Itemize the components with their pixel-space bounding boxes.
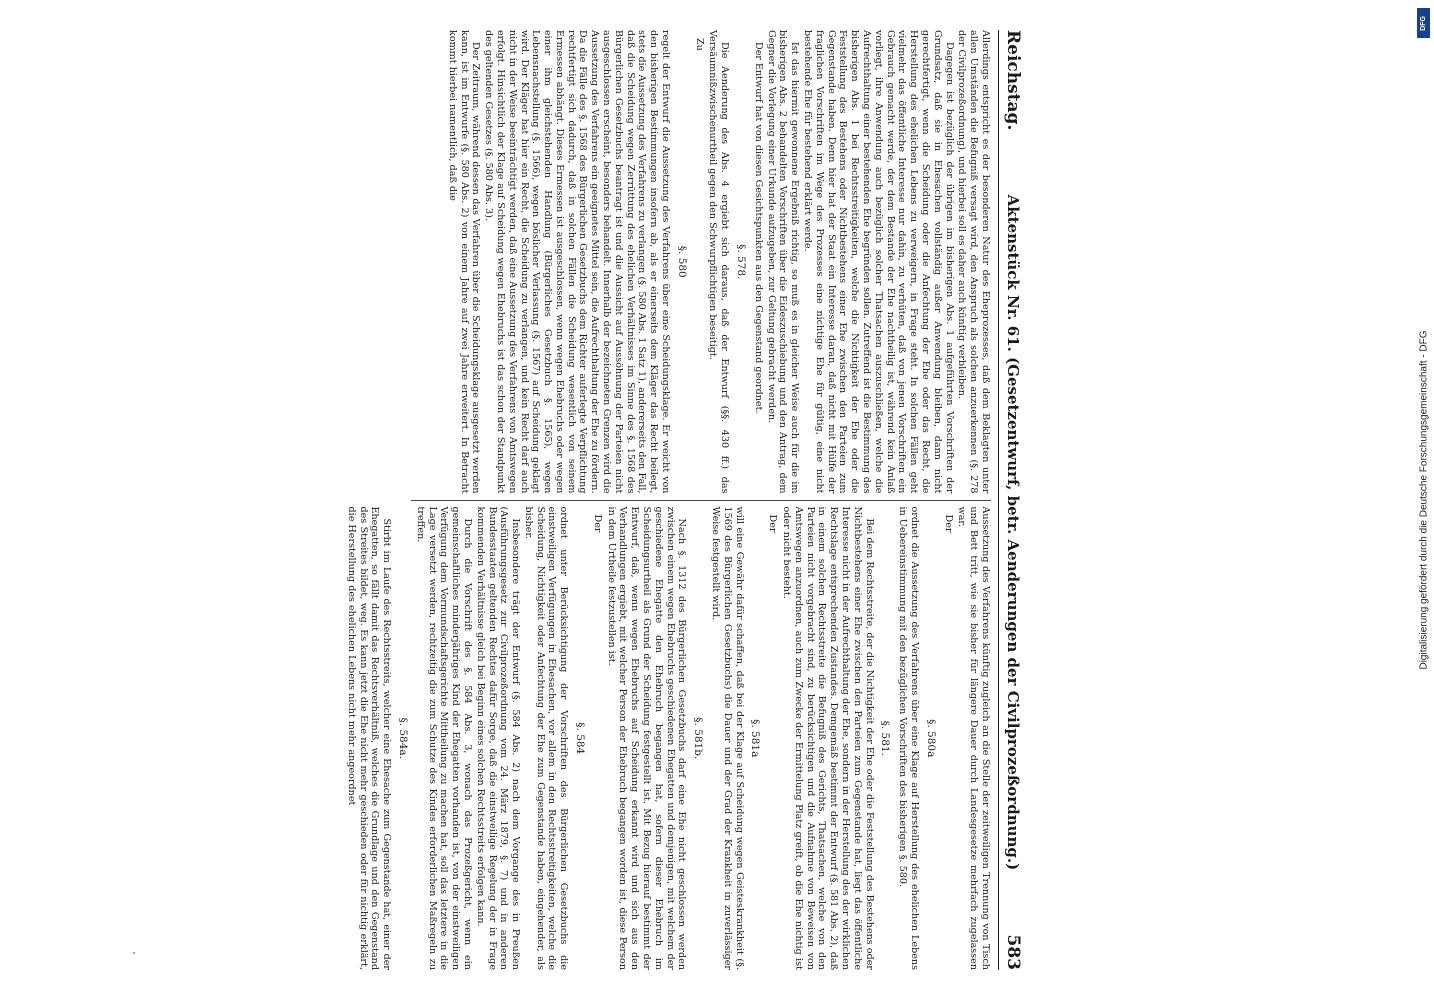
header-document-number: Aktenstück Nr. 61. <box>1004 194 1022 352</box>
paragraph: will eine Gewähr dafür schaffen, daß bei der Klage auf Scheidung wegen Geisteskrankheit (§. 1569 des Bürgerlichen Gesetzbuchs) die Dauer und der Grad der Krankheit in zuverlässiger Weise festgestellt wird. <box>710 506 745 970</box>
text-columns <box>345 30 991 970</box>
section-heading: §. 581. <box>879 720 892 756</box>
paragraph: Aussetzung des Verfahrens künftig zugleich an die Stelle der zeitweiligen Trennung von Tisch und Bett tritt, wie sie bisher für längere Dauer durch Landesgesetze mehrfach zugelassen war. <box>956 506 991 970</box>
paragraph: Der Entwurf hat von diesen Gesichtspunkten aus den Gegenstand geordnet. <box>752 42 764 414</box>
section-lead-word: Der <box>591 514 603 533</box>
section-heading: §. 584a. <box>396 717 409 760</box>
paragraph: Der Zeitraum, während dessen das Verfahren über die Scheidungsklage ausgesetzt werden kann, ist im Entwurfe (§. 580 Abs. 2) von einem Jahre auf zwei Jahre erweitert. In Betracht kommt hierbei namentlich, daß die <box>446 30 482 494</box>
section-heading: §. 584 <box>574 722 587 755</box>
paragraph: Durch die Vorschrift des §. 584 Abs. 3, wonach das Prozeßgericht, wenn ein gemeinschaftliches minderjähriges Kind der Ehegatten vorhanden ist, von der einstweiligen Verfügung dem Vormundschaftsgerichte Mittheilung zu machen hat, soll das letztere in die Lage versetzt werden, rechtzeitig die zum Schutze des Kindes erforderlichen Maßregeln zu treffen. <box>414 506 473 970</box>
section-lead-word: Zu <box>693 38 705 51</box>
section-heading: §. 578. <box>735 244 748 280</box>
dfg-logo: DFG <box>1417 8 1430 38</box>
section-heading: §. 580a <box>924 719 937 758</box>
header-left: Reichstag. <box>1003 30 1023 131</box>
paragraph: Ist das hiermit gewonnene Ergebniß richtig, so muß es in gleicher Weise auch für die im bisherigen Abs. 2 behandelten Vorschriften über die Eideszuschiebung und den Antrag, dem Gegner die Vorlegung einer Urkunde aufzugeben, zur Geltung gebracht werden. <box>765 30 801 494</box>
section-heading: §. 581b. <box>692 717 705 760</box>
page-number: 583 <box>1003 934 1023 970</box>
paragraph: regelt der Entwurf die Aussetzung des Verfahrens über eine Scheidungsklage. Er weicht von den bisherigen Bestimmungen insofern ab, als er einerseits dem Kläger das Recht beilegt, stets die Aussetzung des Verfahrens zu verlangen (§. 580 Abs. 1 Satz 1), andererseits den Fall, daß die Scheidung wegen Zerrüttung des ehelichen Verhältnisses im Sinne des §. 1568 des Bürgerlichen Gesetzbuchs beantragt ist und die Aussicht auf Aussöhnung der Parteien nicht ausgeschlossen erscheint, besonders behandelt. Innerhalb der bezeichneten Grenzen wird die Aussetzung des Verfahrens ein geeignetes Mittel sein, die Aufrechthaltung der Ehe zu fördern. Da die Fälle des §. 1568 des Bürgerlichen Gesetzbuchs dem Richter auferlegte Verpflichtung rechtfertigt sich dadurch, daß in solchen Fällen die Scheidung wesentlich von seinem Ermessen abhängt. Dieses Ermessen ist ausgeschlossen, wenn wegen Ehebruchs oder wegen einer ihm gleichstehenden Handlung (Bürgerliches Gesetzbuch §. 1565), wegen Lebensnachstellung (§. 1566), wegen böslicher Verlassung (§. 1567) auf Scheidung geklagt wird. Der Kläger hat hier ein Recht, die Scheidung zu verlangen, und kein Recht darf auch nicht in der Weise beeinträchtigt werden, daß eine Aussetzung des Verfahrens von Amtswegen erfolgt. Hinsichtlich der Klage auf Scheidung wegen Ehebruchs ist das schon der Standpunkt des geltenden Gesetzes (§. 580 Abs. 3). <box>483 30 672 494</box>
right-column <box>345 506 991 971</box>
paragraph: Insbesondere trägt der Entwurf (§. 584 Abs. 2) nach dem Vorgange des in Preußen (Ausführungsgesetz zur Civilprozeßordnung vom 24. März 1879, §. 7) und in anderen Bundesstaaten geltenden Rechtes dafür Sorge, daß die einstweilige Regelung der in Frage kommenden Verhältnisse gleich bei Beginn eines solchen Rechtsstreits erfolgen kann. <box>474 506 522 970</box>
paragraph: Allerdings entspricht es der besonderen Natur des Eheprozesses, daß dem Beklagten unter allen Umständen die Befugniß versagt wird, den Anspruch als solchen anzuerkennen (§. 278 der Civilprozeßordnung), und hierbei soll es daher auch künftig verbleiben. <box>956 30 991 494</box>
column-divider <box>411 500 991 501</box>
scan-speck <box>133 952 135 954</box>
paragraph: ordnet die Aussetzung des Verfahrens über eine Klage auf Herstellung des ehelichen Lebens in Uebereinstimmung mit den bezüglichen Vorschriften des bisherigen §. 580. <box>897 506 921 970</box>
section-heading: §. 580 <box>675 245 688 278</box>
paragraph: Dagegen ist bezüglich der übrigen im bisherigen Abs. 1 aufgeführten Vorschriften der Grundsatz, daß sie in Ehesachen vollständig außer Anwendung bleiben, dann nicht gerechtfertigt, wenn die Scheidung oder die Anfechtung der Ehe oder das Recht, die Herstellung des ehelichen Lebens zu verweigern, in Frage steht. In solchen Fällen geht vielmehr das öffentliche Interesse nur dahin, zu verhüten, daß von jenen Vorschriften ein Gebrauch gemacht werde, der dem Bestande der Ehe nachtheilig ist, während kein Anlaß vorliegt, ihre Anwendung auch bezüglich solcher Thatsachen auszuschließen, welche die Aufrechthaltung einer bestehenden Ehe begründen sollen. Zutreffend ist die Bestimmung des bisherigen Abs. 1 bei Rechtsstreitigkeiten, welche die Nichtigkeit der Ehe oder die Feststellung des Bestehens oder Nichtbestehens einer Ehe zwischen den Parteien zum Gegenstande haben. Denn hier hat der Staat ein Interesse daran, daß nicht mit Hülfe der fraglichen Vorschriften im Wege des Prozesses eine nichtige Ehe für gültig, eine nicht bestehende Ehe für bestehend erklärt werde. <box>802 30 955 494</box>
section-lead-word: Der <box>767 514 779 533</box>
section-heading: §. 581a <box>749 719 762 758</box>
section-lead-word: Der <box>942 514 954 533</box>
paragraph: Stirbt im Laufe des Rechtsstreits, welcher eine Ehesache zum Gegenstande hat, einer der Ehegatten, so fällt damit das Rechtsverhältniß, welches die Grundlage und den Gegenstand des Streites bildet, weg. Es kann jetzt die Ehe nicht mehr geschieden oder für nichtig erklärt, die Herstellung des ehelichen Lebens nicht mehr angeordnet <box>345 506 393 970</box>
digitization-note: Digitalisierung gefördert durch die Deutsche Forschungsgemeinschaft - DFG <box>1418 330 1430 670</box>
document-page <box>345 30 1027 970</box>
header-center <box>1004 195 1022 871</box>
paragraph: ordnet unter Berücksichtigung der Vorschriften des Bürgerlichen Gesetzbuchs die einstweiligen Verfügungen in Ehesachen, vor allem in den Rechtsstreitigkeiten, welche die Scheidung, Nichtigkeit oder Anfechtung der Ehe zum Gegenstande haben, eingehender, als bisher. <box>522 506 570 970</box>
paragraph: Nach §. 1312 des Bürgerlichen Gesetzbuchs darf eine Ehe nicht geschlossen werden zwischen einem wegen Ehebruchs geschiedenen Ehegatten und demjenigen, mit welchem der geschiedene Ehegatte den Ehebruch begangen hat, sofern dieser Ehebruch im Scheidungsurtheil als Grund der Scheidung festgestellt ist. Mit Bezug hierauf bestimmt der Entwurf, daß, wenn wegen Ehebruchs auf Scheidung erkannt wird und sich aus den Verhandlungen ergiebt, mit welcher Person der Ehebruch begangen worden ist, diese Person in dem Urtheile festzustellen ist. <box>605 506 688 970</box>
header-title: (Gesetzentwurf, betr. Aenderungen der Civilprozeßordnung.) <box>1004 357 1022 871</box>
paragraph: Bei dem Rechtsstreite, der die Nichtigkeit der Ehe oder die Feststellung des Bestehens oder Nichtbestehens einer Ehe zwischen den Parteien zum Gegenstande hat, liegt das öffentliche Interesse nicht in der Aufrechthaltung der Ehe, sondern in der Herstellung des der wirklichen Rechtslage entsprechenden Zustandes. Demgemäß bestimmt der Entwurf (§. 581 Abs. 2), daß in einem solchen Rechtsstreite die Befugniß des Gerichts, Thatsachen, welche von den Parteien nicht vorgebracht sind, zu berücksichtigen und die Aufnahme von Beweisen von Amtswegen anzuordnen, auch zum Zwecke der Ermittelung Platz greift, ob die Ehe nichtig ist oder nicht besteht. <box>781 506 875 970</box>
digitization-sidebar <box>1416 8 1432 992</box>
left-column <box>411 30 991 494</box>
paragraph: Die Aenderung des Abs. 4 ergiebt sich daraus, daß der Entwurf (§§. 430 ff.) das Versäumnißzwischenurtheil gegen den Schwurpflichtigen beseitigt. <box>707 30 731 494</box>
running-header <box>998 30 1027 970</box>
